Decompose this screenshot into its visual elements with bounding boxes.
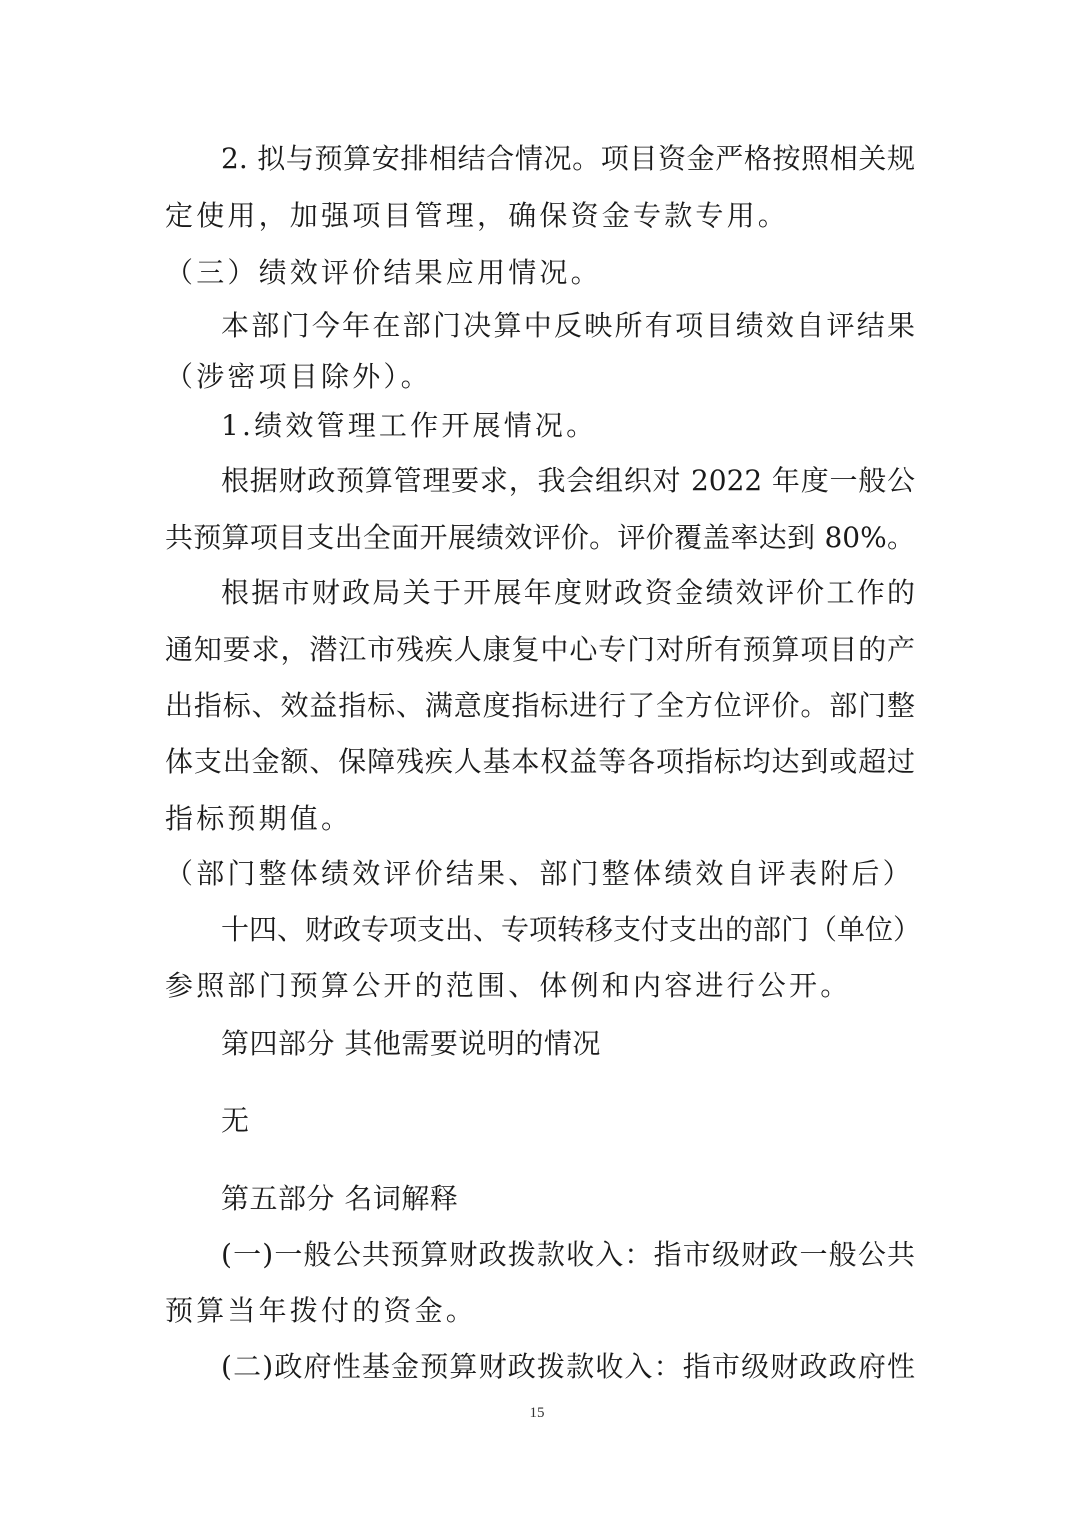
paragraph-line: 根据市财政局关于开展年度财政资金绩效评价工作的 [221,576,915,609]
paragraph-line: （部门整体绩效评价结果、部门整体绩效自评表附后） [165,857,914,890]
paragraph-line: 根据财政预算管理要求，我会组织对 2022 年度一般公 [221,464,915,497]
paragraph-line: 出指标、效益指标、满意度指标进行了全方位评价。部门整 [165,689,915,722]
paragraph-line: （涉密项目除外）。 [165,360,432,393]
paragraph-line: 1.绩效管理工作开展情况。 [221,409,598,442]
paragraph-line: (一)一般公共预算财政拨款收入：指市级财政一般公共 [221,1238,915,1271]
paragraph-line: 参照部门预算公开的范围、体例和内容进行公开。 [165,969,852,1002]
paragraph-line: (二)政府性基金预算财政拨款收入：指市级财政政府性 [221,1350,915,1383]
paragraph-line: 体支出金额、保障残疾人基本权益等各项指标均达到或超过 [165,745,915,778]
paragraph-line: 共预算项目支出全面开展绩效评价。评价覆盖率达到 80%。 [165,521,915,554]
paragraph-line: 本部门今年在部门决算中反映所有项目绩效自评结果 [221,309,915,342]
paragraph-line: 十四、财政专项支出、专项转移支付支出的部门（单位） [221,913,922,946]
section-body-text: 无 [221,1104,250,1137]
paragraph-line: （三）绩效评价结果应用情况。 [165,256,602,289]
paragraph-line: 指标预期值。 [165,802,353,835]
section-heading: 第四部分 其他需要说明的情况 [221,1027,601,1060]
paragraph-line: 预算当年拨付的资金。 [165,1294,478,1327]
paragraph-line: 2. 拟与预算安排相结合情况。项目资金严格按照相关规 [221,142,915,175]
page-number: 15 [529,1405,545,1421]
paragraph-line: 通知要求，潜江市残疾人康复中心专门对所有预算项目的产 [165,633,915,666]
section-heading: 第五部分 名词解释 [221,1182,459,1215]
paragraph-line: 定使用，加强项目管理，确保资金专款专用。 [165,199,790,232]
